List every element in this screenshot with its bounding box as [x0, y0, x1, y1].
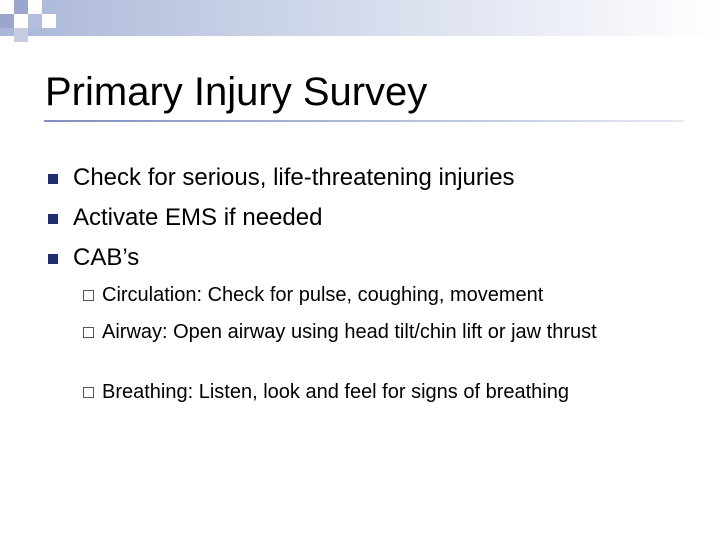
square-bullet-icon: [48, 174, 58, 184]
checkbox-bullet-icon: [83, 327, 94, 338]
decor-square: [14, 0, 28, 14]
sub-bullet-text: Airway: Open airway using head tilt/chin lift or jaw thrust: [102, 321, 597, 343]
decor-square: [14, 14, 28, 28]
bullet-text: Activate EMS if needed: [73, 204, 323, 231]
decor-square: [28, 14, 42, 28]
decor-square: [0, 0, 14, 14]
decor-square: [14, 28, 28, 42]
header-decoration: [0, 0, 720, 46]
square-bullet-icon: [48, 254, 58, 264]
slide-title: Primary Injury Survey: [45, 70, 428, 114]
bullet-text: CAB’s: [73, 244, 140, 271]
gradient-strip: [0, 0, 720, 36]
decor-square: [0, 14, 14, 28]
decor-square: [28, 0, 42, 14]
checkbox-bullet-icon: [83, 387, 94, 398]
checkbox-bullet-icon: [83, 290, 94, 301]
decor-square: [42, 14, 56, 28]
square-bullet-icon: [48, 214, 58, 224]
sub-bullet-text: Circulation: Check for pulse, coughing, movement: [102, 284, 544, 306]
bullet-text: Check for serious, life-threatening injuries: [73, 164, 515, 191]
title-underline: [44, 120, 684, 122]
sub-bullet-text: Breathing: Listen, look and feel for signs of breathing: [102, 381, 569, 403]
